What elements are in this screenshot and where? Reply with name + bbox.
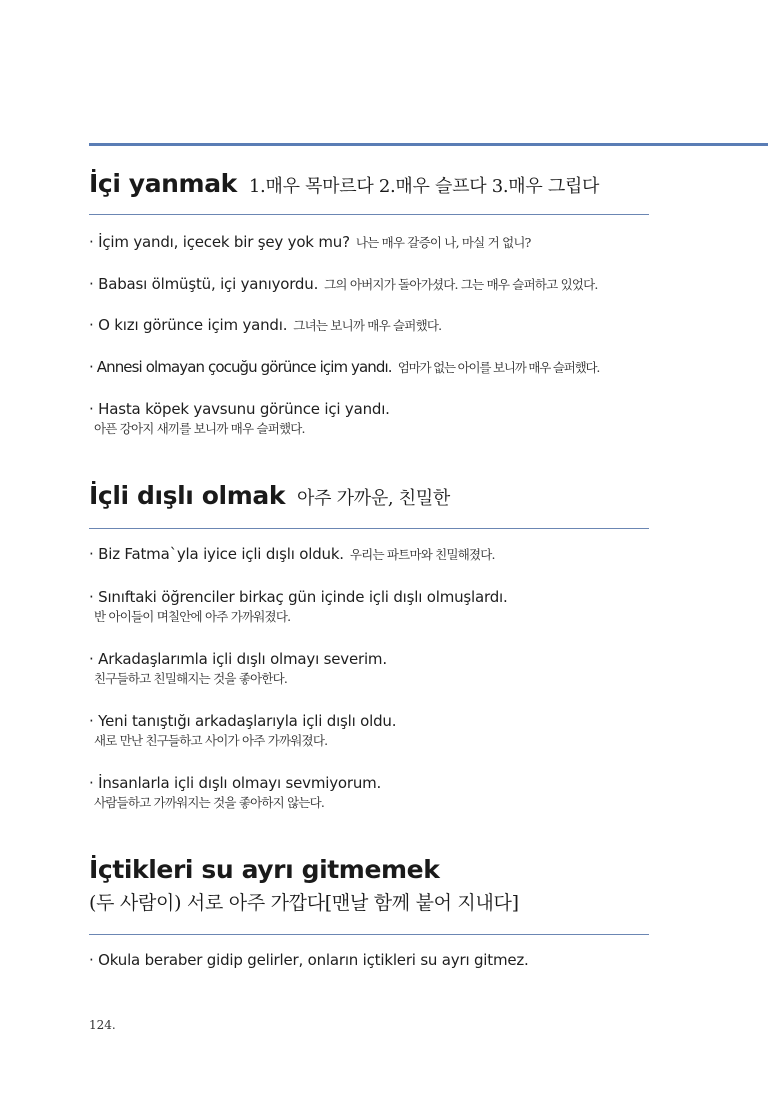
- example-turkish: · Arkadaşlarımla içli dışlı olmayı severim.: [89, 650, 387, 668]
- idiom-title: İçli dışlı olmak: [89, 481, 286, 510]
- section-divider: [89, 934, 649, 935]
- example-turkish: · Biz Fatma`yla iyice içli dışlı olduk.: [89, 545, 344, 563]
- section-heading: [89, 481, 649, 510]
- example-turkish: · Hasta köpek yavsunu görünce içi yandı.: [89, 400, 390, 418]
- idiom-meaning: 아주 가까운, 친밀한: [297, 488, 451, 509]
- example-turkish: · Yeni tanıştığı arkadaşlarıyla içli dışlı oldu.: [89, 712, 397, 730]
- section-ictikleri-su-ayri-gitmemek: [89, 855, 649, 915]
- example-korean: 사람들하고 가까워지는 것을 좋아하지 않는다.: [94, 795, 325, 810]
- example-turkish: · İnsanlarla içli dışlı olmayı sevmiyorum.: [89, 774, 382, 792]
- section-rule-wrap: [89, 934, 649, 935]
- example-korean: 새로 만난 친구들하고 사이가 아주 가까워졌다.: [94, 733, 328, 748]
- example-korean: 친구들하고 친밀해지는 것을 좋아한다.: [94, 671, 288, 686]
- example-korean: 우리는 파트마와 친밀해졌다.: [349, 547, 495, 562]
- example-item: [89, 274, 669, 293]
- section-rule-wrap: [89, 528, 649, 529]
- top-accent-rule: [89, 143, 768, 146]
- section-divider: [89, 528, 649, 529]
- example-item: [89, 711, 669, 749]
- example-turkish: · O kızı görünce içim yandı.: [89, 316, 288, 334]
- example-item: [89, 649, 669, 687]
- example-korean: 엄마가 없는 아이를 보니까 매우 슬퍼했다.: [397, 360, 600, 375]
- example-item: [89, 950, 669, 969]
- example-turkish: · Babası ölmüştü, içi yanıyordu.: [89, 275, 319, 293]
- idiom-meaning: 1.매우 목마르다 2.매우 슬프다 3.매우 그립다: [248, 176, 600, 197]
- example-turkish: · Annesi olmayan çocuğu görünce içim yandı.: [89, 358, 392, 376]
- idiom-meaning: (두 사람이) 서로 아주 가깝다[맨날 함께 붙어 지내다]: [89, 892, 519, 914]
- section-heading: [89, 169, 649, 198]
- example-item: [89, 773, 669, 811]
- page-number: 124.: [89, 1018, 116, 1032]
- example-turkish: · Okula beraber gidip gelirler, onların içtikleri su ayrı gitmez.: [89, 951, 529, 969]
- section-rule-wrap: [89, 214, 649, 215]
- example-item: [89, 232, 669, 251]
- example-korean: 그의 아버지가 돌아가셨다. 그는 매우 슬퍼하고 있었다.: [324, 277, 598, 292]
- example-korean: 나는 매우 갈증이 나, 마실 거 없니?: [355, 235, 531, 250]
- section-divider: [89, 214, 649, 215]
- example-korean: 아픈 강아지 새끼를 보니까 매우 슬퍼했다.: [94, 421, 305, 436]
- section-icli-disli-olmak: [89, 481, 649, 510]
- example-item: [89, 544, 669, 563]
- section-ici-yanmak: [89, 169, 649, 198]
- example-item: [89, 587, 669, 625]
- idiom-title: İçi yanmak: [89, 169, 237, 198]
- example-korean: 그녀는 보니까 매우 슬퍼했다.: [293, 318, 442, 333]
- example-turkish: · Sınıftaki öğrenciler birkaç gün içinde içli dışlı olmuşlardı.: [89, 588, 508, 606]
- example-item: [89, 357, 669, 376]
- example-korean: 반 아이들이 며칠안에 아주 가까워졌다.: [94, 609, 291, 624]
- example-turkish: · İçim yandı, içecek bir şey yok mu?: [89, 233, 350, 251]
- idiom-title: İçtikleri su ayrı gitmemek: [89, 855, 440, 884]
- example-item: [89, 399, 669, 437]
- example-item: [89, 315, 669, 334]
